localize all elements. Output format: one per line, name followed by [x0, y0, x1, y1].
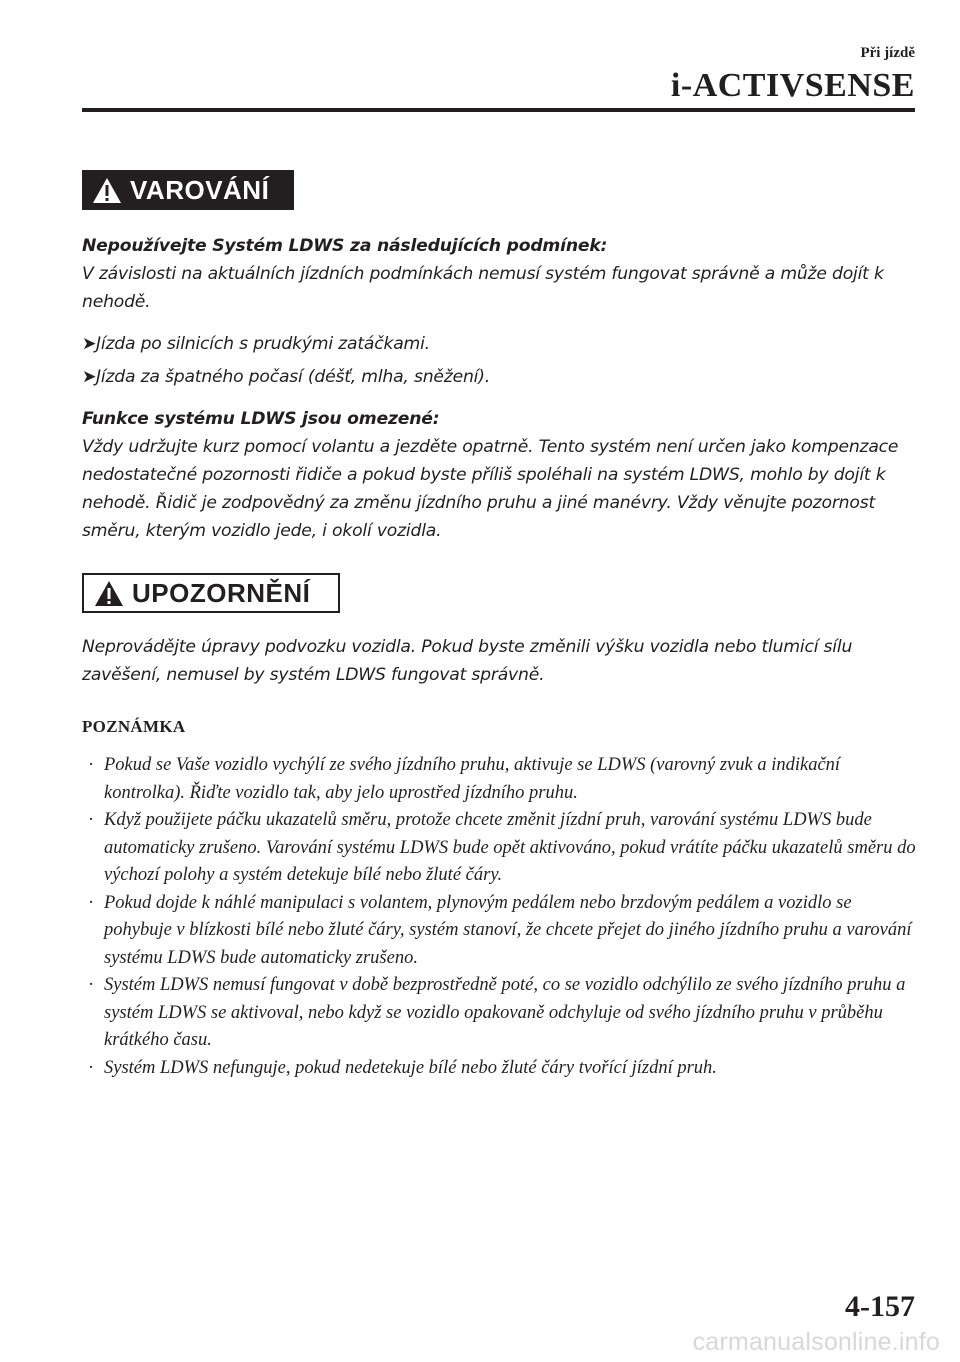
list-item: · Systém LDWS nefunguje, pokud nedetekuje bílé nebo žluté čáry tvořící jízdní pruh.: [86, 1055, 918, 1083]
warning-triangle-icon: [94, 580, 124, 607]
page-header: [671, 44, 915, 106]
section-title: Při jízdě: [860, 45, 915, 61]
warning-badge: [82, 170, 294, 210]
warning-heading-2: Funkce systému LDWS jsou omezené:: [82, 409, 440, 429]
warning-triangle-icon: [92, 177, 122, 204]
warning-section-2: [82, 405, 916, 545]
page-number: 4-157: [845, 1290, 915, 1323]
warning-text-2: Vždy udržujte kurz pomocí volantu a jezděte opatrně. Tento systém není určen jako kompenzace nedostatečné pozornosti řidiče a pokud byste příliš spoléhali na systém LDWS, mohlo by dojít k nehodě. Řidič je zodpovědný za změnu jízdního pruhu a jiné manévry. Vždy věnujte pozornost směru, kterým vozidlo jede, i okolí vozidla.: [82, 437, 899, 541]
watermark: carmanualsonline.info: [692, 1328, 940, 1356]
caution-badge: [82, 573, 340, 613]
arrow-bullet-icon: ➤: [82, 367, 97, 387]
list-item: · Pokud dojde k náhlé manipulaci s volantem, plynovým pedálem nebo brzdovým pedálem a vozidlo se pohybuje v blízkosti bílé nebo žluté čáry, systém stanoví, že chcete přejet do jiného jízdního pruhu a varování systému LDWS bude automaticky zrušeno.: [86, 890, 918, 973]
header-divider: [82, 108, 915, 112]
warning-section-1: [82, 232, 916, 316]
list-item: · Pokud se Vaše vozidlo vychýlí ze svého jízdního pruhu, aktivuje se LDWS (varovný zvuk a indikační kontrolka). Řiďte vozidlo tak, aby jelo uprostřed jízdního pruhu.: [86, 752, 918, 807]
caution-text: Neprovádějte úpravy podvozku vozidla. Pokud byste změnili výšku vozidla nebo tlumicí sílu zavěšení, nemusel by systém LDWS fungovat správně.: [82, 637, 853, 685]
note-title: POZNÁMKA: [82, 717, 186, 736]
list-item: · Systém LDWS nemusí fungovat v době bezprostředně poté, co se vozidlo odchýlilo ze svého jízdního pruhu a systém LDWS se aktivoval, nebo když se vozidlo opakovaně odchyluje od svého jízdního pruhu v průběhu krátkého času.: [86, 972, 918, 1055]
warning-label: VAROVÁNÍ: [130, 174, 270, 205]
note-list: [86, 752, 918, 1082]
caution-label: UPOZORNĚNÍ: [132, 577, 311, 608]
arrow-bullet-icon: ➤: [82, 334, 97, 354]
warning-heading-1: Nepoužívejte Systém LDWS za následujících podmínek:: [82, 236, 608, 256]
list-item: · Když použijete páčku ukazatelů směru, protože chcete změnit jízdní pruh, varování systému LDWS bude automaticky zrušeno. Varování systému LDWS bude opět aktivováno, pokud vrátíte páčku ukazatelů směru do výchozí polohy a systém detekuje bílé nebo žluté čáry.: [86, 807, 918, 890]
warning-text-1: V závislosti na aktuálních jízdních podmínkách nemusí systém fungovat správně a může dojít k nehodě.: [82, 264, 884, 312]
chapter-title: i-ACTIVSENSE: [670, 67, 915, 104]
list-item: [82, 363, 916, 391]
warning-bullet-list: [82, 330, 916, 391]
list-item: [82, 330, 916, 358]
list-item-text: Jízda za špatného počasí (déšť, mlha, sněžení).: [96, 367, 491, 387]
list-item-text: Jízda po silnicích s prudkými zatáčkami.: [96, 334, 430, 354]
